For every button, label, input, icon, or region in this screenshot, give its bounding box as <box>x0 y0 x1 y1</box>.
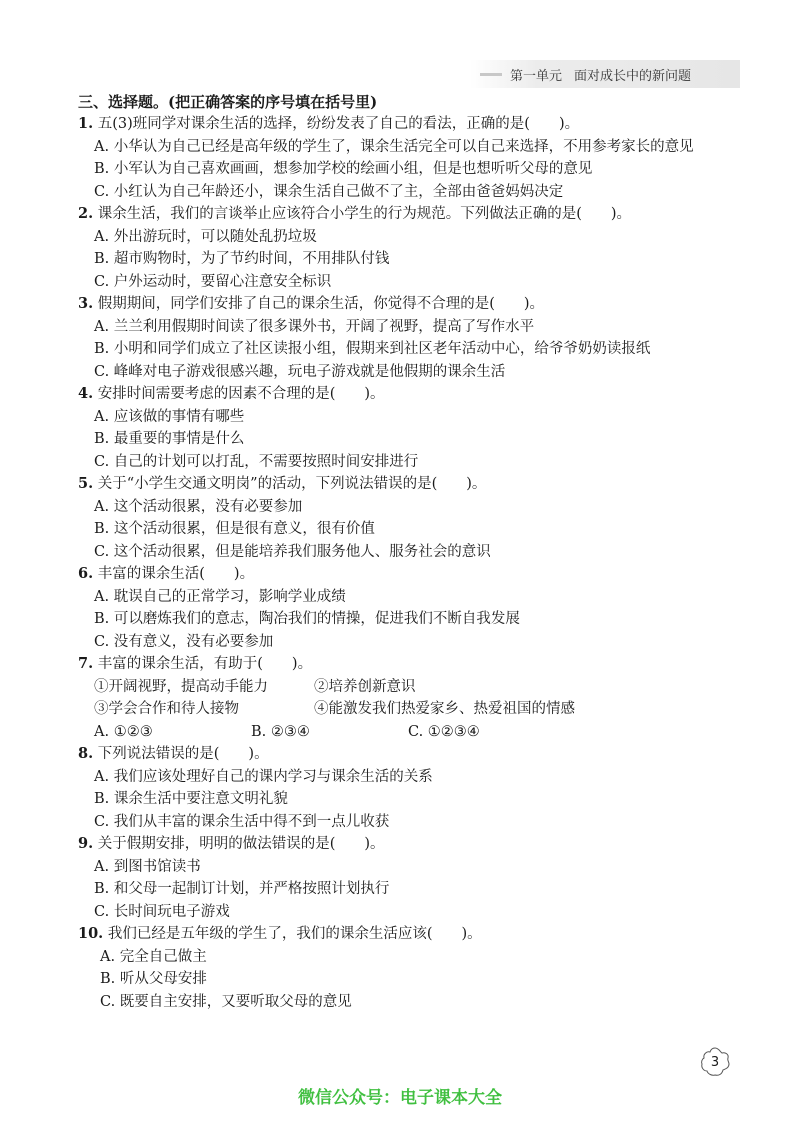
option-a: A. 这个活动很累，没有必要参加 <box>94 498 303 515</box>
question-6 <box>78 563 738 586</box>
question-7 <box>78 653 738 676</box>
question-number: 6. <box>78 565 94 582</box>
question-text: 下列说法错误的是( )。 <box>97 746 269 762</box>
option-b: B. 可以磨炼我们的意志，陶冶我们的情操，促进我们不断自我发展 <box>94 611 520 627</box>
question-text: 五(3)班同学对课余生活的选择，纷纷发表了自己的看法，正确的是( )。 <box>97 116 580 132</box>
statement-3: ③学会合作和待人接物 <box>94 701 239 717</box>
option-b: B. 课余生活中要注意文明礼貌 <box>94 791 288 807</box>
option-row <box>78 721 738 744</box>
question-10-block <box>78 923 738 1013</box>
header-decoration <box>480 73 502 76</box>
question-text: 关于假期安排，明明的做法错误的是( )。 <box>97 836 385 852</box>
question-text: 丰富的课余生活( )。 <box>97 566 255 582</box>
option-c: C. ①②③④ <box>408 723 480 740</box>
option-c: C. 我们从丰富的课余生活中得不到一点儿收获 <box>94 813 390 830</box>
question-8 <box>78 743 738 766</box>
section-title: 三、选择题。(把正确答案的序号填在括号里) <box>78 93 378 111</box>
question-text: 假期期间，同学们安排了自己的课余生活，你觉得不合理的是( )。 <box>97 296 545 312</box>
option-c: C. 长时间玩电子游戏 <box>94 903 230 920</box>
option-a: A. 我们应该处理好自己的课内学习与课余生活的关系 <box>94 768 433 785</box>
option-a: A. 到图书馆读书 <box>94 858 201 875</box>
question-section <box>78 90 738 1013</box>
question-text: 关于“小学生交通文明岗”的活动，下列说法错误的是( )。 <box>97 476 487 492</box>
option-c: C. 户外运动时，要留心注意安全标识 <box>94 273 332 290</box>
question-number: 7. <box>78 655 94 672</box>
question-4 <box>78 383 738 406</box>
question-2 <box>78 203 738 226</box>
question-text: 丰富的课余生活，有助于( )。 <box>97 656 313 672</box>
question-1 <box>78 113 738 136</box>
option-a: A. 应该做的事情有哪些 <box>94 408 245 425</box>
page-number-badge <box>698 1045 732 1079</box>
statement-1: ①开阔视野，提高动手能力 <box>94 678 268 695</box>
footer-watermark: 微信公众号：电子课本大全 <box>298 1088 502 1108</box>
statement-4: ④能激发我们热爱家乡、热爱祖国的情感 <box>314 701 575 717</box>
option-b: B. 这个活动很累，但是很有意义，很有价值 <box>94 521 375 537</box>
option-c: C. 没有意义，没有必要参加 <box>94 633 274 650</box>
question-number: 3. <box>78 295 94 312</box>
question-number: 1. <box>78 115 94 132</box>
question-number: 8. <box>78 745 94 762</box>
option-b: B. 小军认为自己喜欢画画，想参加学校的绘画小组，但是也想听听父母的意见 <box>94 161 593 177</box>
question-text: 课余生活，我们的言谈举止应该符合小学生的行为规范。下列做法正确的是( )。 <box>97 206 632 222</box>
option-b: B. 小明和同学们成立了社区读报小组，假期来到社区老年活动中心，给爷爷奶奶读报纸 <box>94 341 651 357</box>
question-10 <box>78 923 738 946</box>
option-a: A. 耽误自己的正常学习，影响学业成绩 <box>94 588 346 605</box>
statement-2: ②培养创新意识 <box>314 678 416 695</box>
option-c: C. 自己的计划可以打乱，不需要按照时间安排进行 <box>94 453 419 470</box>
question-number: 4. <box>78 385 94 402</box>
option-a: A. 小华认为自己已经是高年级的学生了，课余生活完全可以自己来选择，不用参考家长的意见 <box>94 138 694 155</box>
page-header <box>470 60 740 88</box>
question-text: 安排时间需要考虑的因素不合理的是( )。 <box>97 386 385 402</box>
option-a: A. 完全自己做主 <box>100 948 207 965</box>
header-unit: 第一单元 <box>510 68 563 84</box>
option-b: B. 和父母一起制订计划，并严格按照计划执行 <box>94 881 390 897</box>
option-c: C. 这个活动很累，但是能培养我们服务他人、服务社会的意识 <box>94 543 491 560</box>
statement-row <box>78 698 738 721</box>
statement-row <box>78 676 738 699</box>
header-title: 面对成长中的新问题 <box>574 68 692 84</box>
option-c: C. 既要自主安排，又要听取父母的意见 <box>100 993 352 1010</box>
question-5 <box>78 473 738 496</box>
question-3 <box>78 293 738 316</box>
option-a: A. 外出游玩时，可以随处乱扔垃圾 <box>94 228 317 245</box>
option-b: B. 听从父母安排 <box>100 971 207 987</box>
question-9 <box>78 833 738 856</box>
option-a: A. ①②③ <box>94 723 153 740</box>
option-c: C. 小红认为自己年龄还小，课余生活自己做不了主，全部由爸爸妈妈决定 <box>94 183 564 200</box>
option-b: B. 超市购物时，为了节约时间，不用排队付钱 <box>94 251 390 267</box>
option-b: B. 最重要的事情是什么 <box>94 431 245 447</box>
page-number: 3 <box>710 1054 720 1070</box>
question-number: 2. <box>78 205 94 222</box>
question-number: 5. <box>78 475 94 492</box>
question-number: 10. <box>78 925 104 942</box>
option-b: B. ②③④ <box>251 723 310 740</box>
question-text: 我们已经是五年级的学生了，我们的课余生活应该( )。 <box>107 926 482 942</box>
option-c: C. 峰峰对电子游戏很感兴趣，玩电子游戏就是他假期的课余生活 <box>94 363 506 380</box>
option-a: A. 兰兰利用假期时间读了很多课外书，开阔了视野，提高了写作水平 <box>94 318 535 335</box>
question-number: 9. <box>78 835 94 852</box>
